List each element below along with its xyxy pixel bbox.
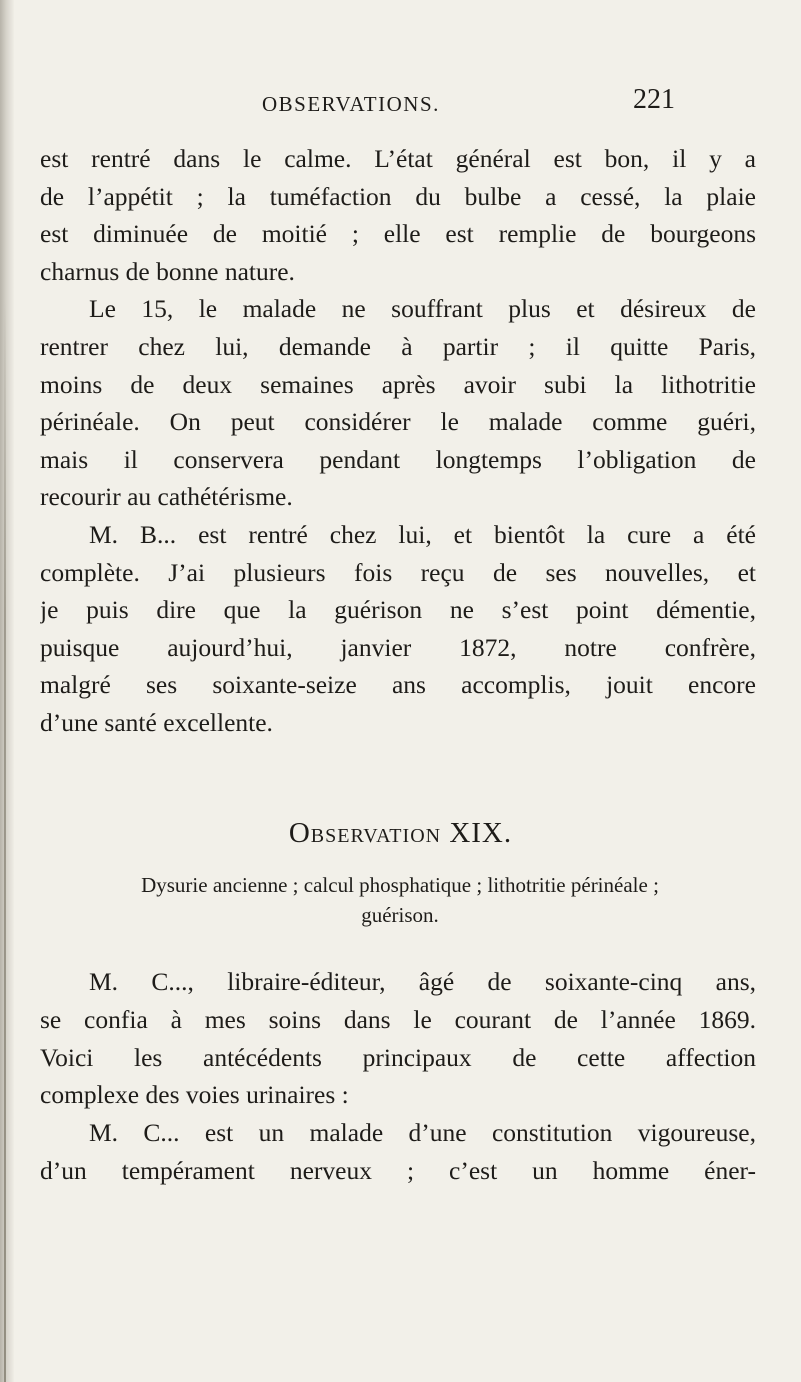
text-line: M. C... est un malade d’une constitution vigoureuse, [89, 1118, 756, 1148]
text-line: M. B... est rentré chez lui, et bientôt la cure a été [89, 519, 756, 549]
text-line: M. C..., libraire-éditeur, âgé de soixante-cinq ans, [89, 967, 756, 996]
text-line: recourir au cathétérisme. [40, 482, 293, 512]
text-line: d’une santé excellente. [40, 707, 273, 737]
text-line: puisque aujourd’hui, janvier 1872, notre confrère, [40, 632, 756, 662]
running-title: OBSERVATIONS. [262, 92, 440, 116]
observation-subhead [70, 870, 730, 930]
text-line: périnéale. On peut considérer le malade comme guéri, [40, 407, 756, 437]
running-head [0, 84, 801, 124]
text-line: se confia à mes soins dans le courant de l’année 1869. [40, 1004, 756, 1034]
text-line: rentrer chez lui, demande à partir ; il quitte Paris, [40, 331, 756, 361]
page-number: 221 [633, 84, 675, 115]
text-line: je puis dire que la guérison ne s’est point démentie, [40, 595, 756, 625]
text-line: d’un tempérament nerveux ; c’est un homme éner- [40, 1155, 756, 1185]
text-line: complexe des voies urinaires : [40, 1080, 349, 1110]
text-line: moins de deux semaines après avoir subi la lithotritie [40, 369, 756, 399]
text-line: est diminuée de moitié ; elle est remplie de bourgeons [40, 219, 756, 249]
subhead-line: guérison. [361, 903, 439, 927]
text-line: Voici les antécédents principaux de cette affection [40, 1042, 756, 1072]
text-line: est rentré dans le calme. L’état général est bon, il y a [40, 144, 756, 173]
subhead-line: Dysurie ancienne ; calcul phosphatique ; lithotritie périnéale ; [141, 873, 659, 897]
text-line: Le 15, le malade ne souffrant plus et désireux de [89, 294, 756, 324]
binding-gutter-shadow [0, 0, 14, 1382]
text-line: charnus de bonne nature. [40, 256, 295, 286]
text-line: malgré ses soixante-seize ans accomplis, jouit encore [40, 670, 756, 700]
text-line: mais il conservera pendant longtemps l’obligation de [40, 444, 756, 474]
body-text-section-2 [40, 963, 756, 1190]
observation-heading-text: Observation XIX. [288, 817, 513, 849]
text-line: de l’appétit ; la tuméfaction du bulbe a cessé, la plaie [40, 181, 756, 211]
body-text-section-1 [40, 140, 756, 742]
text-line: complète. J’ai plusieurs fois reçu de ses nouvelles, et [40, 557, 756, 587]
observation-heading [0, 817, 801, 850]
